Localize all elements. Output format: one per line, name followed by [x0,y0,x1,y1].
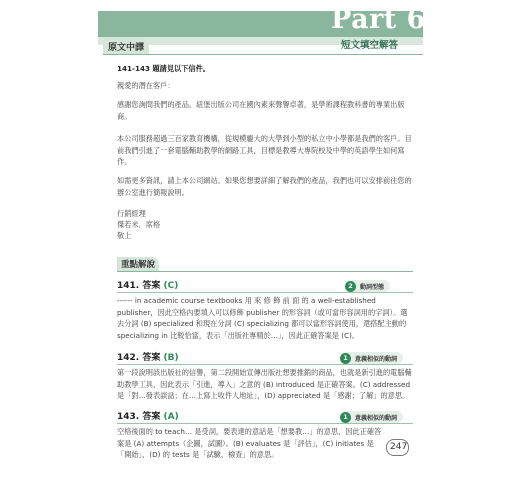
answer-letter: (C) [163,281,179,291]
question-divider [117,292,413,293]
question-143-heading [117,409,179,422]
page-number: 247 [390,442,408,452]
section-tab-translation: 原文中譯 [103,38,149,54]
closing-title: 行銷經理 [117,209,146,218]
closing-name: 傑若米．席格 [117,220,161,229]
question-141-explanation: ------ in academic course textbooks 用 來 修 飾 前 面 的 a well-established publisher，因此空格內要填入可以修飾 publisher 的形容詞（或可當形容詞用的字詞）。選去分詞 (B) specialized 和現在分詞 (C) specializing 都可以當形容詞使用，還搭配主動的 specializing in 比較恰當，表示「出版社專精於…」，因此正確答案是 (C)。 [117,296,408,340]
badge-number: 2 [345,281,356,292]
analysis-divider [117,271,413,272]
paragraph-2: 本公司服務超過三百家教育機構，從規模龐大的大學到小型的私立中小學都是我們的客戶。目前我們引進了一套電腦輔助教學的網路工具，目標是教導大專院校及中學的英語學生如何寫作。 [117,134,412,167]
salutation: 親愛的潛在客戶： [117,81,175,90]
part-title: Part 6 [331,4,426,35]
question-number: 141. [117,281,140,291]
category-badge [340,411,403,423]
paragraph-1: 感謝您詢問我們的產品。紐堡出版公司在國內素來聲譽卓著，是學術課程教科書的專業出版商。 [117,100,405,121]
category-badge [340,352,403,364]
answer-letter: (A) [163,412,179,422]
category-badge [345,280,390,292]
badge-label: 意義相似的動詞 [355,355,398,363]
question-divider [117,364,413,365]
answer-prefix: 答案 [142,281,161,291]
badge-label: 意義相似的動詞 [355,414,398,422]
closing-regards: 敬上 [117,231,132,240]
badge-label: 動詞型態 [360,283,385,291]
question-143-explanation: 空格後面的 to teach… 是受詞，要表達的意話是「想要教…」的意思，因此正確答案是 (A) attempts（企圖，試圖）。(B) evaluates 是「評估」，(C) initiates 是「開始」，(D) 的 tests 是「試驗，檢查」的意思。 [117,427,382,460]
question-divider [117,423,413,424]
analysis-tab: 重點解說 [117,257,159,271]
question-142-explanation: 第一段說明該出版社的信譽，第二段開始宣傳出版社想要推銷的商品，也就是新引進的電腦輔助教學工具，因此表示「引進，導入」之意的 (B) introduced 是正確答案。(C) addressed 是「對…發表談話；在…上寫上收件人地址」，(D) appreciated 是「感謝；了解」的意思。 [117,368,412,401]
question-intro: 141-143 題請見以下信件。 [117,64,210,73]
question-number: 143. [117,412,140,422]
answer-letter: (B) [163,353,179,363]
question-number: 142. [117,353,140,363]
question-141-heading [117,278,178,291]
answer-prefix: 答案 [142,412,161,422]
badge-number: 1 [340,353,351,364]
question-142-heading [117,350,179,363]
part-subtitle: 短文填空解答 [341,40,399,51]
section-divider [103,54,423,55]
badge-number: 1 [340,412,351,423]
paragraph-3: 如需更多資訊，請上本公司網站。如果您想要詳細了解我們的產品，我們也可以安排前往您的辦公室進行簡報說明。 [117,176,412,197]
answer-prefix: 答案 [142,353,161,363]
